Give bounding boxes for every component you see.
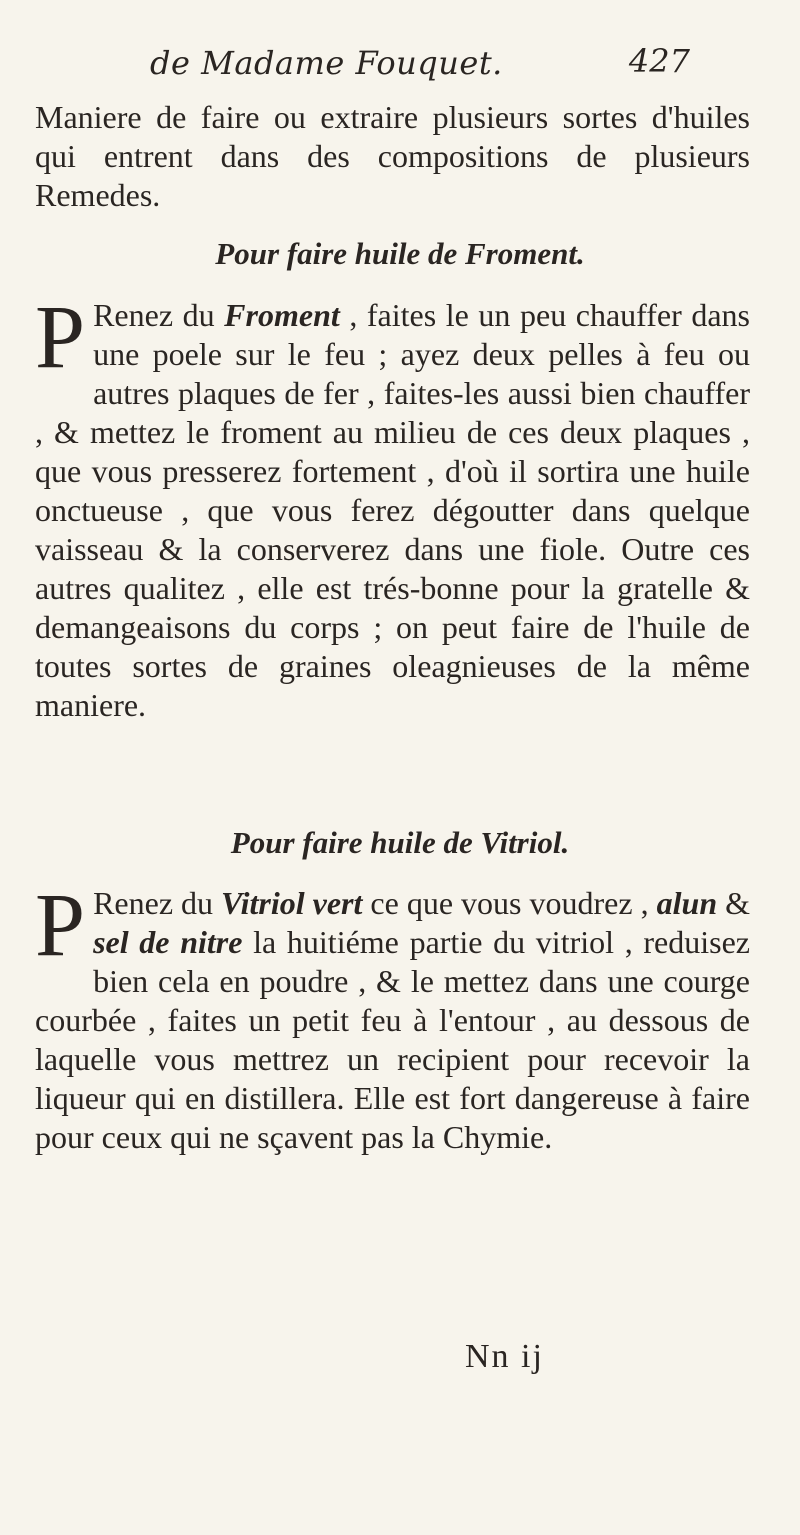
italic-term: Vitriol vert bbox=[221, 885, 363, 921]
signature-mark: Nn ij bbox=[465, 1338, 544, 1375]
text-run: la huitiéme partie du vitriol , reduisez bien cela en poudre , & le mettez dans une courge courbée , faites un petit feu à l'entour , au dessous de laquelle vous mettrez un recipient pour recevoir la liqueur qui en distillera. Elle est fort dangereuse à faire pour ceux qui ne sçavent pas la Chymie. bbox=[35, 924, 751, 1155]
section-heading-froment: Pour faire huile de Froment. bbox=[215, 236, 585, 271]
paragraph-froment bbox=[35, 288, 751, 725]
text-run: Renez du bbox=[93, 297, 225, 333]
text-run: & bbox=[717, 885, 751, 921]
italic-term: sel de nitre bbox=[93, 924, 243, 960]
italic-term: Froment bbox=[224, 297, 340, 333]
section-heading-vitriol: Pour faire huile de Vitriol. bbox=[230, 825, 570, 860]
drop-cap: P bbox=[35, 876, 86, 975]
paragraph-vitriol bbox=[35, 876, 751, 1157]
italic-term: alun bbox=[656, 885, 718, 921]
drop-cap: P bbox=[35, 288, 86, 387]
page-header bbox=[130, 40, 690, 90]
intro-paragraph: Maniere de faire ou extraire plusieurs sortes d'huiles qui entrent dans des compositions de plusieurs Remedes. bbox=[35, 99, 750, 213]
text-run: Renez du bbox=[93, 885, 222, 921]
text-run: , faites le un peu chauffer dans une poele sur le feu ; ayez deux pelles à feu ou autres plaques de fer , faites-les aussi bien chauffer , & mettez le froment au milieu de ces deux plaques , que vous presserez fortement , d'où il sortira une huile onctueuse , que vous ferez dégoutter dans quelque vaisseau & la conserverez dans une fiole. Outre ces autres qualitez , elle est trés-bonne pour la gratelle & demangeaisons du corps ; on peut faire de l'huile de toutes sortes de graines oleagnieuses de la même maniere. bbox=[35, 297, 751, 723]
running-title: de Madame Fouquet. bbox=[150, 44, 503, 82]
text-run: ce que vous voudrez , bbox=[362, 885, 657, 921]
page-number: 427 bbox=[628, 42, 690, 80]
